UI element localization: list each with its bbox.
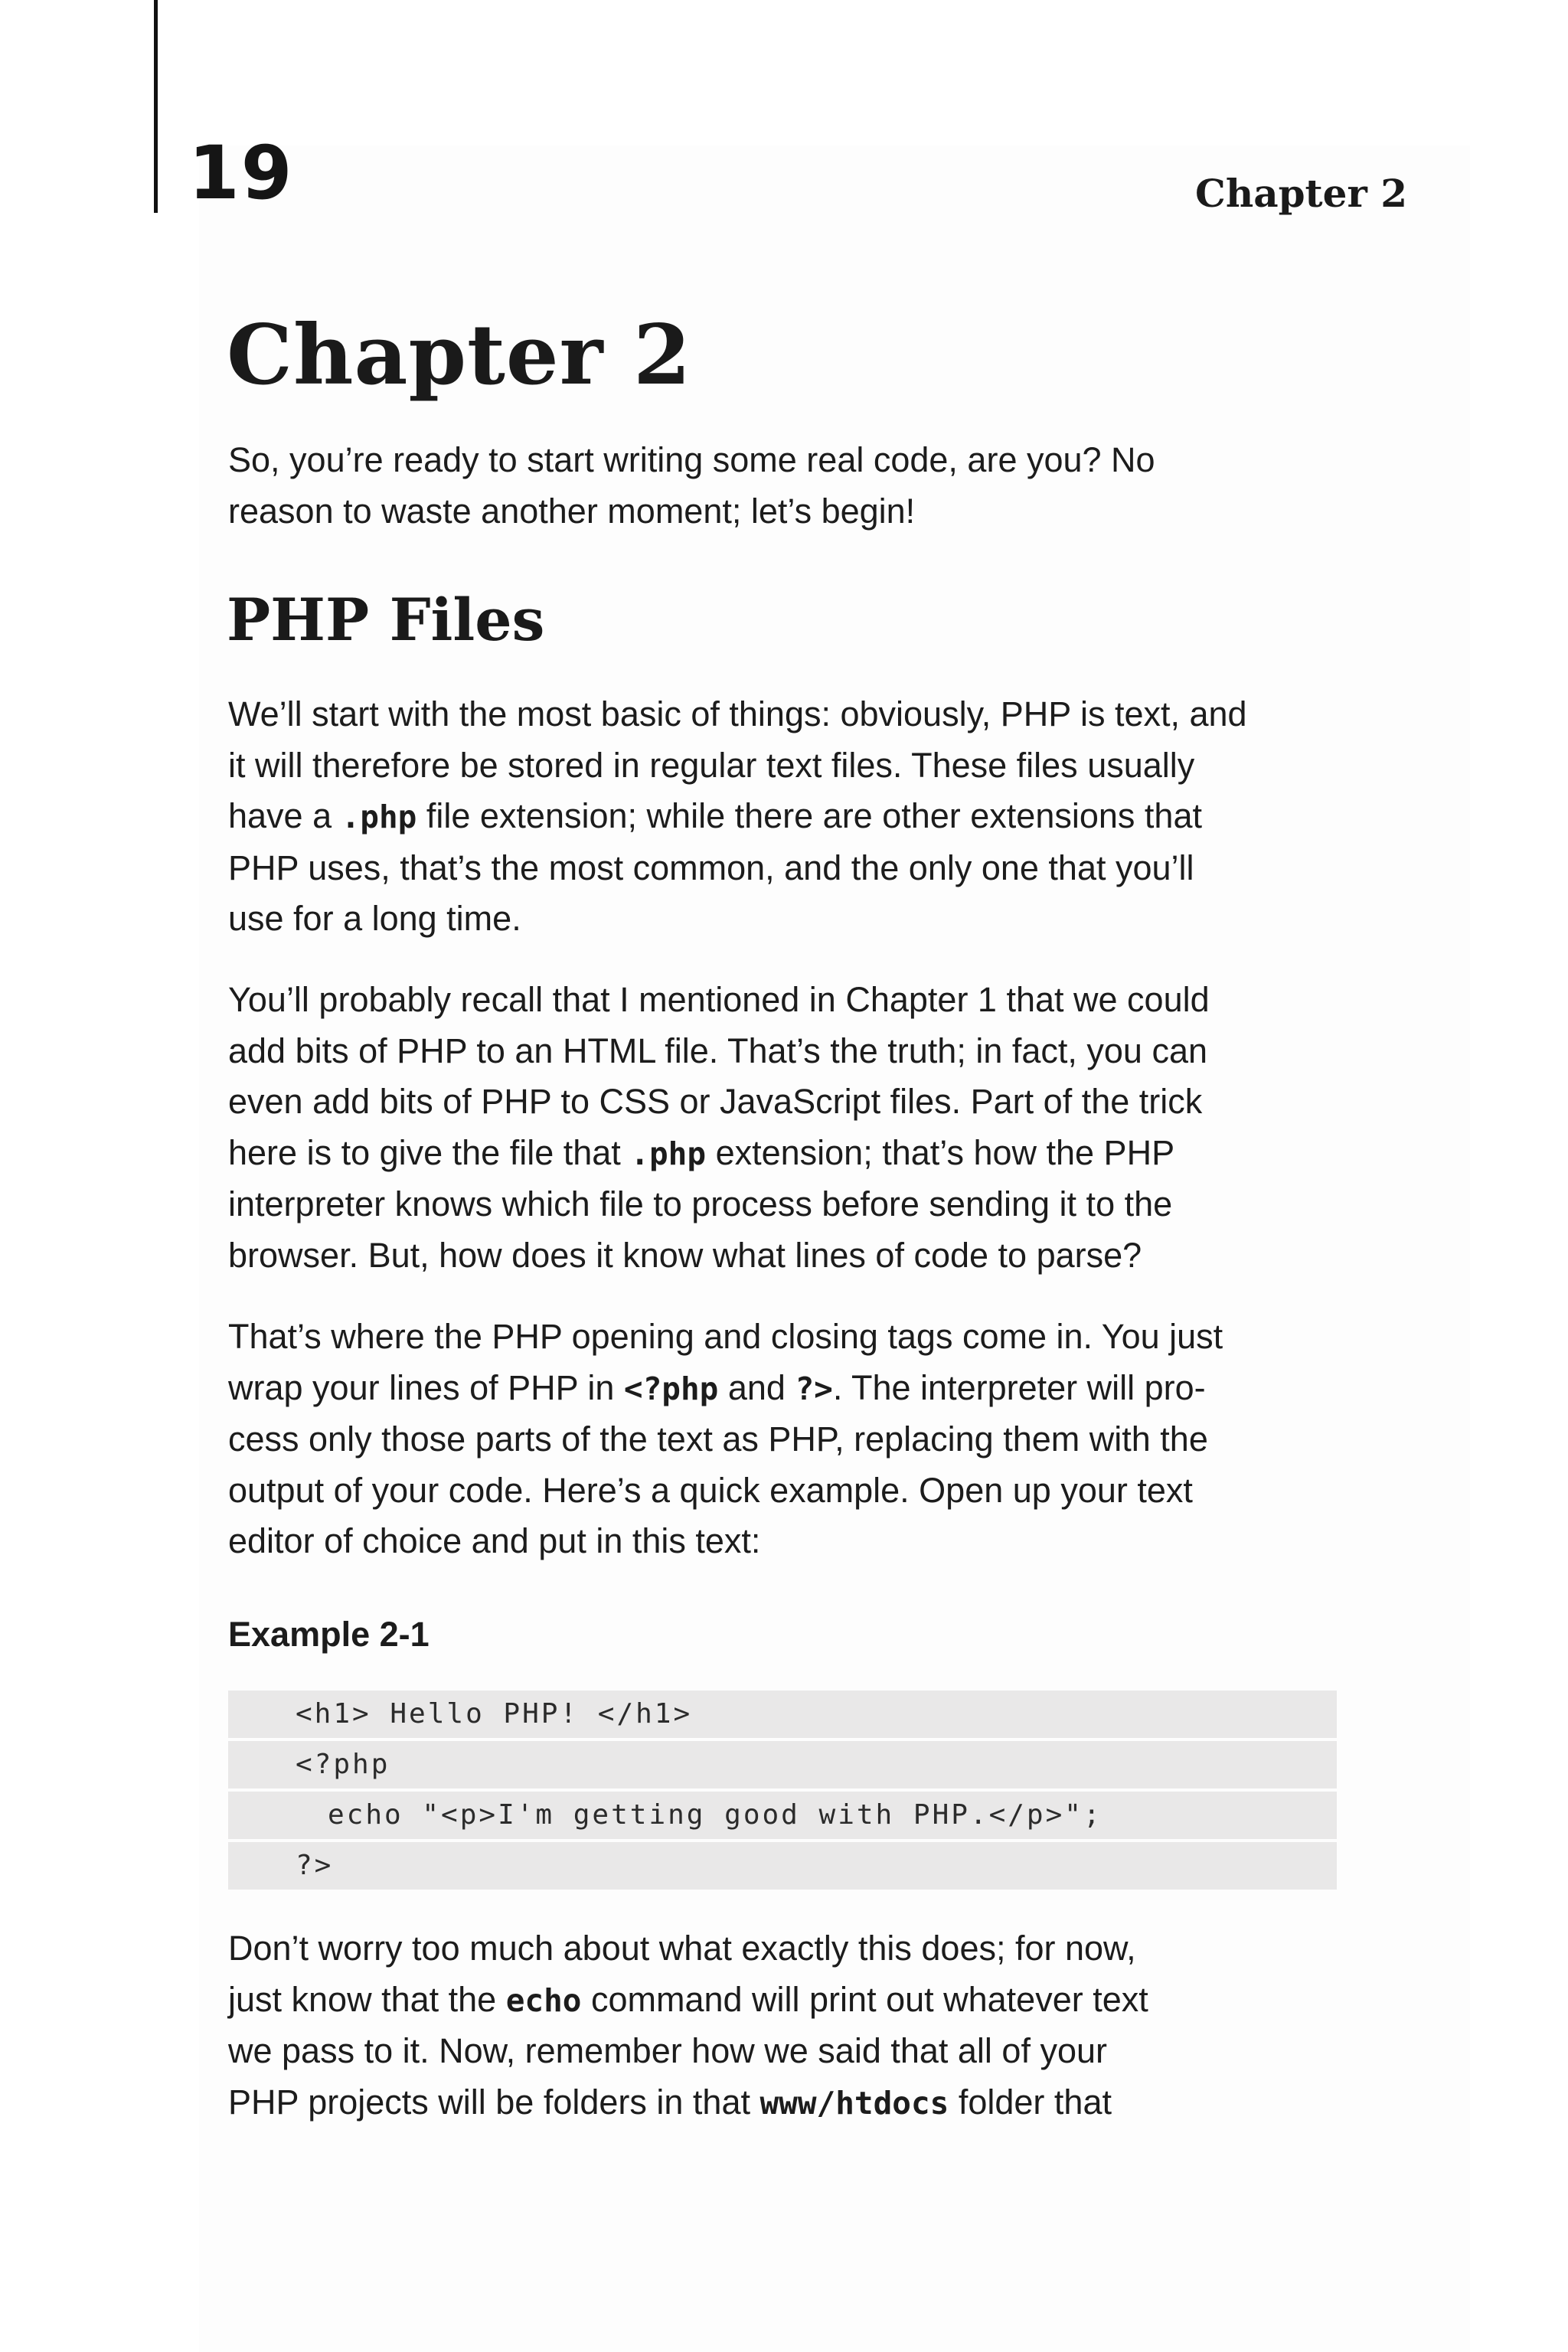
- text-line: here is to give the file that .php extension; that’s how the PHP: [228, 1132, 1175, 1172]
- text-line: PHP uses, that’s the most common, and the only one that you’ll: [228, 848, 1194, 887]
- text-line: So, you’re ready to start writing some real code, are you? No: [228, 440, 1155, 479]
- text-line: We’ll start with the most basic of things: obviously, PHP is text, and: [228, 694, 1247, 733]
- text-line: reason to waste another moment; let’s begin!: [228, 491, 916, 531]
- text-line: cess only those parts of the text as PHP, replacing them with the: [228, 1419, 1208, 1459]
- example-label: Example 2-1: [228, 1615, 430, 1654]
- chapter-title: Chapter 2: [227, 307, 692, 403]
- text-line: editor of choice and put in this text:: [228, 1521, 761, 1560]
- inline-code: .php: [630, 1135, 707, 1172]
- text-line: output of your code. Here’s a quick example. Open up your text: [228, 1470, 1193, 1510]
- intro-paragraph: [228, 435, 1354, 537]
- inline-code: echo: [505, 1981, 582, 2019]
- text-line: even add bits of PHP to CSS or JavaScript files. Part of the trick: [228, 1082, 1203, 1121]
- text-line: That’s where the PHP opening and closing tags come in. You just: [228, 1317, 1223, 1356]
- inline-code: ?>: [795, 1370, 833, 1407]
- text-line: have a .php file extension; while there are other extensions that: [228, 796, 1202, 835]
- text-line: it will therefore be stored in regular text files. These files usually: [228, 745, 1195, 785]
- text-line: browser. But, how does it know what lines of code to parse?: [228, 1235, 1142, 1275]
- paragraph-4: [228, 1923, 1354, 2128]
- text-line: Don’t worry too much about what exactly this does; for now,: [228, 1929, 1136, 1968]
- running-header: Chapter 2: [1195, 171, 1407, 216]
- text-line: use for a long time.: [228, 899, 521, 938]
- text-line: interpreter knows which file to process before sending it to the: [228, 1184, 1173, 1223]
- page-number: 19: [188, 130, 294, 216]
- code-block: [228, 1690, 1337, 1893]
- text-line: just know that the echo command will print out whatever text: [228, 1979, 1148, 2019]
- paragraph-1: [228, 689, 1354, 945]
- inline-code: www/htdocs: [760, 2084, 949, 2122]
- code-line: <h1> Hello PHP! </h1>: [228, 1690, 1337, 1738]
- text-line: PHP projects will be folders in that www/htdocs folder that: [228, 2082, 1112, 2122]
- code-line: ?>: [228, 1842, 1337, 1890]
- inline-code: <?php: [623, 1370, 719, 1407]
- text-line: add bits of PHP to an HTML file. That’s the truth; in fact, you can: [228, 1031, 1208, 1070]
- paragraph-2: [228, 975, 1354, 1281]
- code-line: <?php: [228, 1741, 1337, 1788]
- code-line: echo "<p>I'm getting good with PHP.</p>";: [228, 1792, 1337, 1839]
- section-heading: PHP Files: [227, 586, 545, 654]
- text-line: You’ll probably recall that I mentioned in Chapter 1 that we could: [228, 980, 1210, 1019]
- paragraph-3: [228, 1312, 1354, 1567]
- text-line: wrap your lines of PHP in <?php and ?>. The interpreter will pro-: [228, 1367, 1206, 1407]
- margin-rule: [154, 0, 158, 213]
- inline-code: .php: [341, 799, 417, 835]
- text-line: we pass to it. Now, remember how we said that all of your: [228, 2031, 1108, 2070]
